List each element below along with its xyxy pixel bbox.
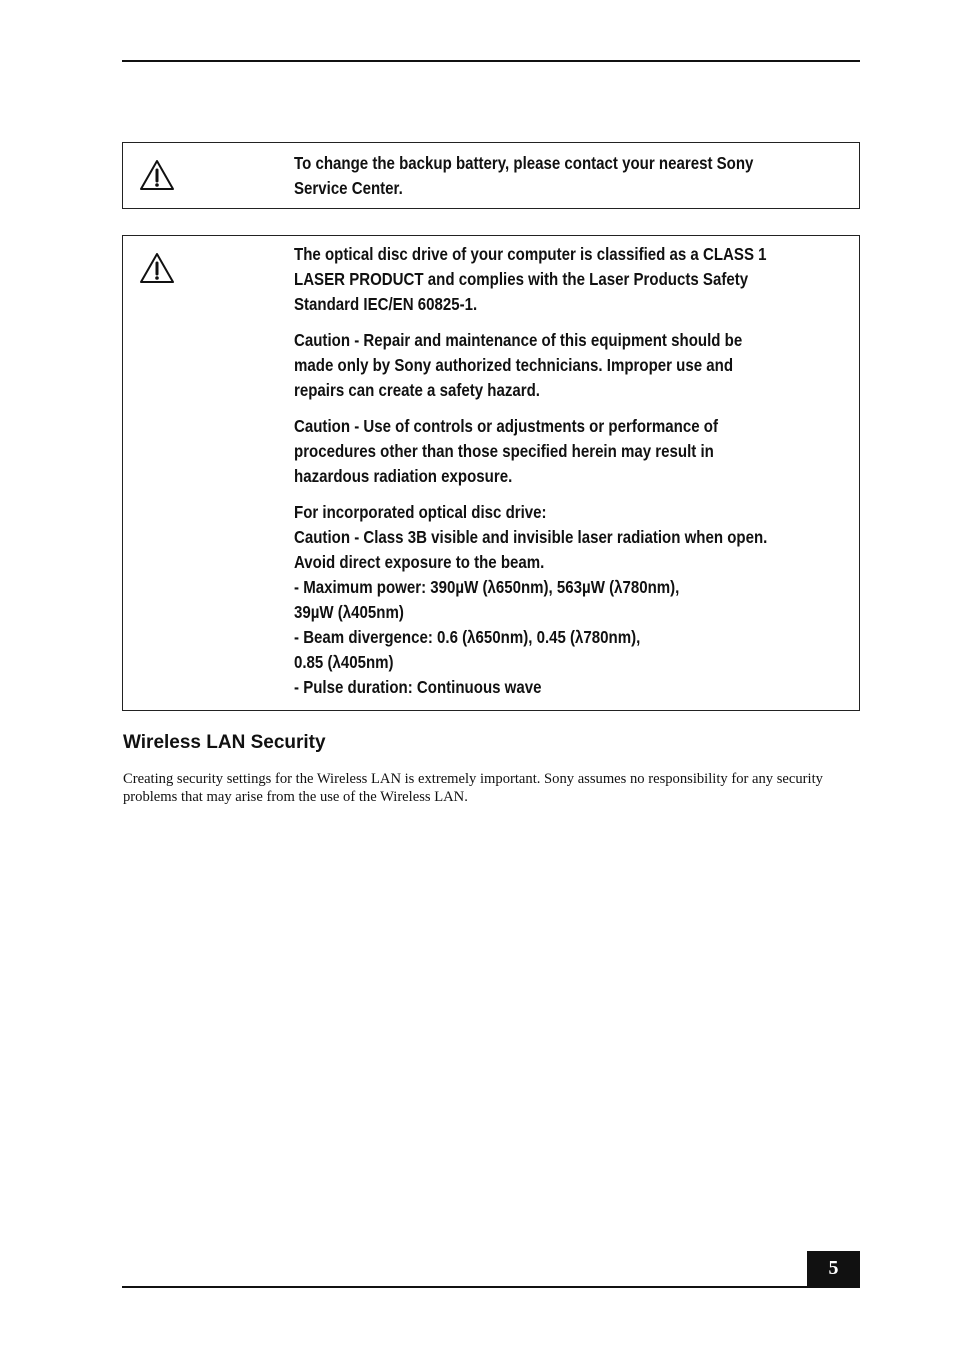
warning-line: The optical disc drive of your computer is classified as a CLASS 1 — [294, 244, 767, 264]
warning-line: For incorporated optical disc drive: — [294, 502, 547, 522]
warning-line: Avoid direct exposure to the beam. — [294, 552, 545, 572]
warning-line: - Beam divergence: 0.6 (λ650nm), 0.45 (λ780nm), — [294, 627, 641, 647]
warning-line: - Pulse duration: Continuous wave — [294, 677, 542, 697]
warning-triangle-icon — [139, 252, 175, 284]
warning-triangle-icon — [139, 159, 175, 191]
warning-line: 39µW (λ405nm) — [294, 602, 404, 622]
warning-line: hazardous radiation exposure. — [294, 466, 513, 486]
warning-text — [294, 151, 844, 201]
warning-line: - Maximum power: 390µW (λ650nm), 563µW (λ780nm), — [294, 577, 680, 597]
warning-line: Caution - Repair and maintenance of this equipment should be — [294, 330, 743, 350]
warning-line: repairs can create a safety hazard. — [294, 380, 540, 400]
warning-paragraph — [294, 328, 853, 403]
warning-line: 0.85 (λ405nm) — [294, 652, 394, 672]
top-rule — [122, 60, 860, 62]
warning-box-battery — [122, 142, 860, 209]
bottom-rule — [122, 1286, 860, 1288]
warning-paragraph — [294, 414, 853, 489]
warning-line: Standard IEC/EN 60825-1. — [294, 294, 478, 314]
warning-paragraph — [294, 500, 853, 700]
warning-line: made only by Sony authorized technicians. Improper use and — [294, 355, 734, 375]
warning-text — [294, 242, 853, 711]
warning-line: LASER PRODUCT and complies with the Laser Products Safety — [294, 269, 749, 289]
warning-line: Caution - Use of controls or adjustments or performance of — [294, 416, 718, 436]
warning-line: To change the backup battery, please contact your nearest Sony — [294, 153, 754, 173]
warning-box-laser — [122, 235, 860, 711]
page-number: 5 — [807, 1251, 860, 1287]
warning-line: Caution - Class 3B visible and invisible laser radiation when open. — [294, 527, 768, 547]
section-body: Creating security settings for the Wireless LAN is extremely important. Sony assumes no responsibility for any security problems that may arise from the use of the Wireless LAN. — [123, 771, 823, 805]
warning-paragraph — [294, 242, 853, 317]
warning-line: procedures other than those specified herein may result in — [294, 441, 714, 461]
warning-line: Service Center. — [294, 178, 403, 198]
section-heading: Wireless LAN Security — [123, 732, 326, 753]
